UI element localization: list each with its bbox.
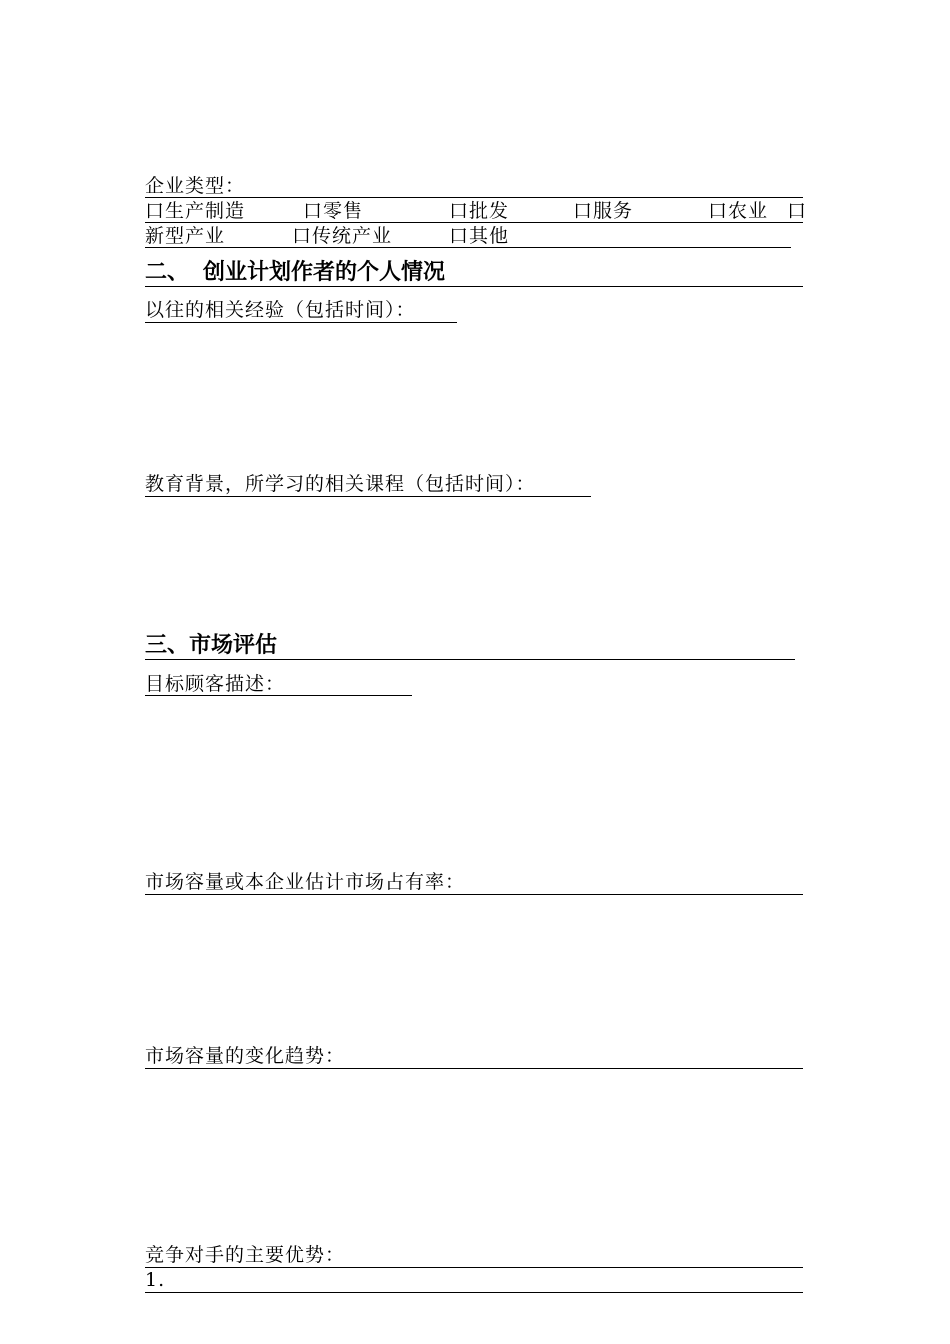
option-other: 口其他 [449,225,510,247]
underline [145,695,412,696]
underline [145,222,803,223]
option-service: 口服务 [573,200,634,222]
underline [145,894,803,895]
section3-title: 三、市场评估 [145,633,278,658]
market-capacity-label: 市场容量或本企业估计市场占有率： [145,871,466,893]
option-manufacturing: 口生产制造 [145,200,246,222]
education-label: 教育背景，所学习的相关课程（包括时间）： [145,473,536,495]
underline [145,496,591,497]
section2-number: 二、 [145,260,190,285]
underline [145,197,803,198]
option-new-industry: 新型产业 [145,225,226,247]
competitor-advantage-label: 竞争对手的主要优势： [145,1244,346,1266]
section2-title: 创业计划作者的个人情况 [203,260,446,285]
underline [145,1292,803,1293]
list-item-1: 1. [145,1269,166,1291]
underline [145,659,795,660]
enterprise-type-label: 企业类型： [145,175,246,197]
target-customer-label: 目标顾客描述： [145,673,286,695]
underline [145,1267,803,1268]
underline [145,247,791,248]
capacity-trend-label: 市场容量的变化趋势： [145,1045,346,1067]
underline [145,322,457,323]
option-agriculture: 口农业 [708,200,769,222]
underline [145,1068,803,1069]
option-retail: 口零售 [303,200,364,222]
option-traditional-industry: 口传统产业 [292,225,393,247]
experience-label: 以往的相关经验（包括时间）： [145,299,416,321]
option-checkbox-trailing: 口 [787,200,808,222]
underline [145,286,803,287]
section2-heading [145,259,445,287]
option-wholesale: 口批发 [449,200,510,222]
